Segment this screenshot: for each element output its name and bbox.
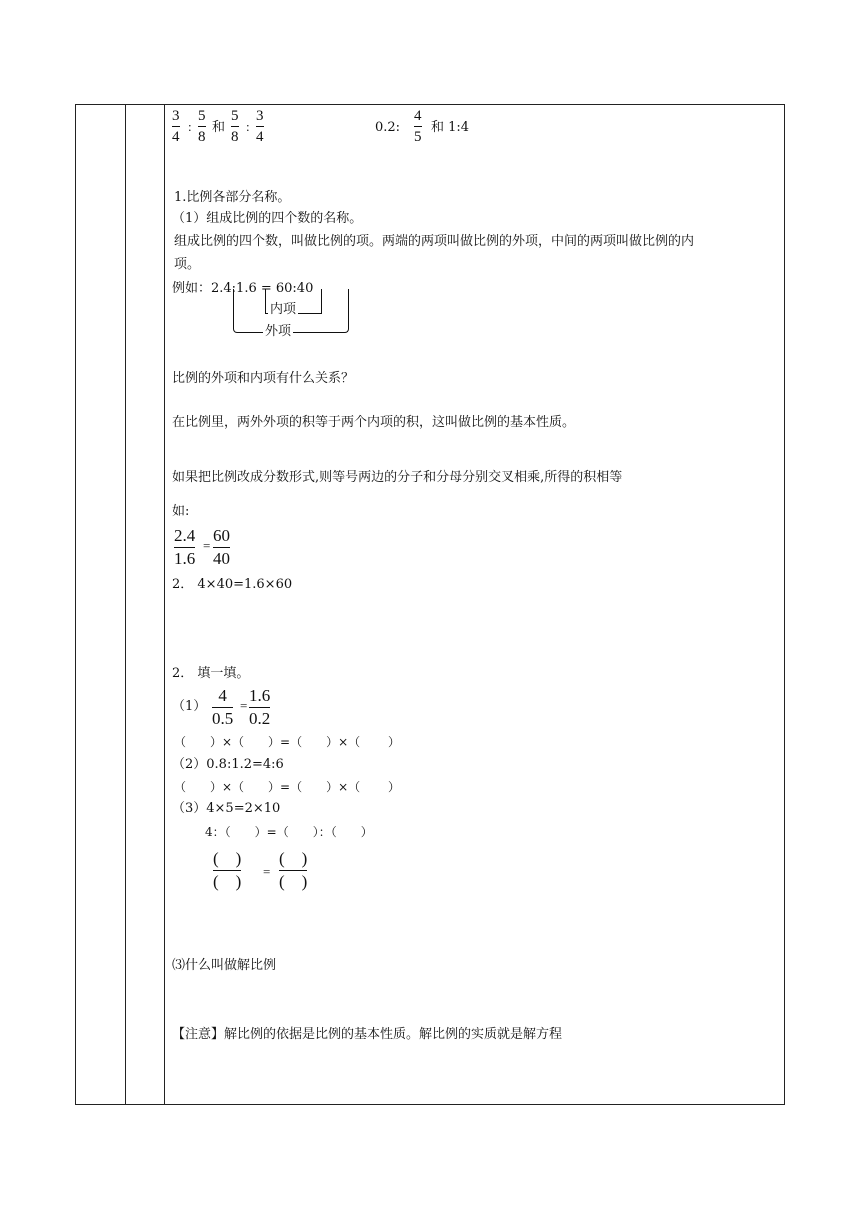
fraction-60-40: 60 40 (213, 526, 230, 568)
q3-blank-ratio[interactable]: 4：（ ）=（ ）：（ ） (205, 825, 373, 839)
q3-label: （3）4×5=2×10 (172, 801, 281, 816)
q2-blank-product[interactable]: （ ）×（ ）=（ ）×（ ） (174, 780, 400, 794)
fraction-2.4-1.6: 2.4 1.6 (174, 526, 196, 568)
fraction-4-0.5: 4 0.5 (212, 686, 234, 728)
fraction-1.6-0.2: 1.6 0.2 (249, 686, 271, 728)
solve-proportion-question: ⑶什么叫做解比例 (172, 958, 277, 973)
equals-sign: = (203, 538, 211, 553)
fraction-3-4-b: 3 4 (256, 108, 264, 145)
q2-label: （2）0.8:1.2=4:6 (172, 757, 284, 772)
fraction-3-4: 3 4 (172, 108, 180, 145)
equals-sign: = (240, 698, 248, 713)
definition-line1: 组成比例的四个数，叫做比例的项。两端的两项叫做比例的外项，中间的两项叫做比例的内 (174, 234, 695, 249)
inner-terms-label: 内项 (270, 302, 297, 317)
and-word: 和 (212, 120, 226, 135)
fraction-5-8: 5 8 (198, 108, 206, 145)
q1-label: （1） (172, 699, 207, 714)
note-text: 【注意】解比例的依据是比例的基本性质。解比例的实质就是解方程 (172, 1027, 563, 1042)
colon: : (188, 119, 192, 134)
example-equation: 例如：2.4:1.6 = 60:40 (172, 281, 314, 296)
fraction-form-rule: 如果把比例改成分数形式,则等号两边的分子和分母分别交叉相乘,所得的积相等 (172, 470, 623, 485)
blank-fraction-right[interactable]: ( ) ( ) (279, 849, 308, 891)
q1-blank-product[interactable]: （ ）×（ ）=（ ）×（ ） (174, 735, 400, 749)
colon: : (246, 119, 250, 134)
relationship-question: 比例的外项和内项有什么关系？ (172, 371, 355, 386)
column-divider-2 (164, 105, 165, 1104)
ratio-prefix: 0.2: (375, 120, 401, 135)
ratio-suffix: 和 1:4 (431, 120, 470, 135)
column-divider-1 (125, 105, 126, 1104)
section1-sub1: （1）组成比例的四个数的名称。 (172, 211, 363, 226)
basic-property: 在比例里，两外外项的积等于两个内项的积，这叫做比例的基本性质。 (172, 415, 576, 430)
example-label: 如: (172, 504, 190, 519)
fraction-4-5: 4 5 (414, 108, 422, 145)
blank-fraction-left[interactable]: ( ) ( ) (213, 849, 242, 891)
section1-heading: 1.比例各部分名称。 (174, 190, 291, 205)
equals-sign: = (263, 864, 271, 879)
fraction-5-8-b: 5 8 (231, 108, 239, 145)
lesson-table (75, 104, 785, 1105)
outer-terms-label: 外项 (265, 324, 292, 339)
definition-line2: 项。 (174, 257, 201, 272)
section2-heading: 2． 填一填。 (172, 666, 250, 681)
cross-product: 2． 4×40=1.6×60 (172, 577, 293, 592)
